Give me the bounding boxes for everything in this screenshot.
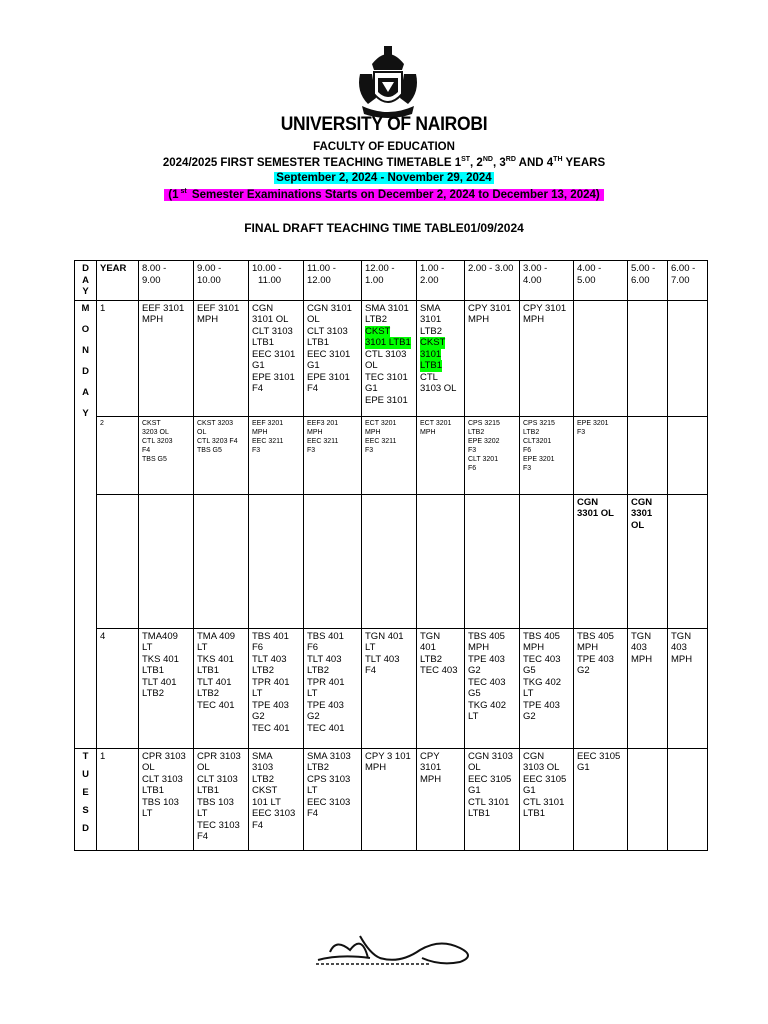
timetable-cell [628,416,668,494]
header-slot: 3.00 - 4.00 [520,261,574,301]
course-line: LTB2 [142,688,165,699]
course-line: LTB2 [197,688,220,699]
course-line: LT [197,808,208,819]
header-slot: 5.00 - 6.00 [628,261,668,301]
course-line: F4 [307,808,319,819]
faculty-name: FACULTY OF EDUCATION [313,141,455,153]
semester-dates: September 2, 2024 - November 29, 2024 [276,172,492,184]
course-line: LTB2 [307,665,330,676]
course-line: 403 [631,642,647,653]
course-line: 3103 [252,762,274,773]
course-line: EPE 3202 [468,437,500,445]
course-line: CTL 3101 [468,796,510,808]
course-line: 3101 OL [252,314,289,325]
timetable-cell [520,628,574,748]
course-line: 3301 OL [577,508,614,519]
timetable-cell [465,416,520,494]
course-line: ECT 3201 [365,419,397,427]
timetable [74,260,708,851]
timetable-cell [304,628,362,748]
course-line: TGN 401 [365,630,404,642]
course-line: F4 [252,383,264,394]
course-line: TKS 401 [142,653,179,665]
course-line: OL [631,519,645,531]
course-line: LTB1 [468,808,491,819]
timetable-cell [668,748,708,850]
timetable-cell [304,494,362,628]
course-line: LT [468,711,479,722]
monday-day-label: M O N D A Y [75,300,97,748]
course-line: TPR 401 [307,676,345,688]
course-line: LTB1 [197,785,220,796]
timetable-cell [249,628,304,748]
course-line: MPH [142,314,164,325]
course-line: EEC 3103 [252,808,296,819]
course-line: F3 [365,446,374,454]
table-row [75,300,708,416]
course-line: CLT 3201 [468,455,499,463]
course-line: LT [197,642,208,653]
header-slot: 10.00 - 11.00 [249,261,304,301]
course-line: LTB2 [365,314,388,325]
course-line: CPS 3215 [468,419,500,427]
course-line: LTB1 [142,665,165,676]
course-line: MPH [468,314,490,325]
course-line: LTB1 [252,337,275,348]
course-line: MPH [577,642,599,653]
course-line: EEC 3105 [468,773,512,785]
course-line: MPH [468,642,490,653]
timetable-cell [574,748,628,850]
course-line: TLT 403 [307,653,342,665]
course-line: OL [468,762,481,773]
course-line: TPR 401 [252,676,290,688]
course-line: LTB1 [523,808,546,819]
course-line: SMA 3103 [307,750,351,762]
timetable-cell [574,494,628,628]
course-line: LT [523,688,534,699]
course-line: CKST [365,325,391,337]
course-line: LTB2 [523,428,540,436]
course-line: CKST 3203 [197,419,234,427]
timetable-cell [194,628,249,748]
course-line: OL [142,762,155,773]
course-line: CGN 3101 [307,302,352,314]
course-line: TEC 3103 [197,819,240,831]
course-line: LTB1 [420,360,443,371]
course-line: CGN [577,496,599,508]
course-line: OL [307,314,320,325]
course-line: MPH [631,653,653,665]
timetable-cell [520,748,574,850]
timetable-cell [249,494,304,628]
course-line: LTB2 [420,325,443,337]
course-line: TGN [671,630,692,642]
exam-dates-note: (1 $^{st}$ Semester Examinations Starts on December 2, 2024 to December 13, 2024) [0,188,768,201]
course-line: EEF 3101 [142,302,185,314]
course-line: EEC 3211 [252,437,284,445]
course-line: EPE 3101 [365,394,408,406]
course-line: TBS G5 [197,446,222,454]
course-line: EPE 3101 [307,371,350,383]
course-line: TEC 403 [420,665,458,676]
course-line: F3 [468,446,477,454]
timetable-cell [628,494,668,628]
timetable-cell [417,494,465,628]
timetable-cell [628,300,668,416]
course-line: TKG 402 [523,676,562,688]
course-line: CGN [631,496,653,508]
course-line: F4 [252,819,264,831]
timetable-cell [139,748,194,850]
header-slot: 9.00 - 10.00 [194,261,249,301]
course-line: G1 [365,383,378,394]
university-crest-logo [352,40,424,120]
course-line: 3101 [420,348,442,360]
course-line: TEC 403 [468,676,506,688]
timetable-cell [417,748,465,850]
timetable-cell [304,748,362,850]
course-line: TEC 401 [252,722,290,734]
course-line: LTB2 [252,773,275,785]
course-line: EEC 3211 [307,437,339,445]
course-line: F4 [142,446,151,454]
timetable-cell [194,300,249,416]
course-line: MPH [671,653,693,665]
course-line: TPE 403 [468,653,505,665]
course-line: 3101 [420,314,442,325]
course-line: CLT 3103 [142,773,183,785]
timetable-cell [194,748,249,850]
signature [310,928,490,968]
course-line: 3203 OL [142,428,169,436]
course-line: F3 [252,446,261,454]
course-line: EEC 3105 [523,773,567,785]
course-line: MPH [307,428,323,436]
course-line: EEC 3105 [577,750,621,762]
course-line: LT [307,785,318,796]
header-slot: 8.00 - 9.00 [139,261,194,301]
header-slot: 6.00 - 7.00 [668,261,708,301]
course-line: LT [142,642,153,653]
course-line: 401 [420,642,436,653]
timetable-cell [520,300,574,416]
timetable-cell [417,300,465,416]
course-line: LTB1 [307,337,330,348]
course-line: LTB1 [197,665,220,676]
course-line: EEC 3103 [307,796,351,808]
course-line: TEC 401 [307,722,345,734]
course-line: SMA [252,750,273,762]
university-name: UNIVERSITY OF NAIROBI [280,114,488,135]
course-line: EEC 3101 [252,348,296,360]
course-line: TLT 403 [365,653,400,665]
course-line: CLT3201 [523,437,552,445]
course-line: LT [252,688,263,699]
course-line: TLT 401 [142,676,177,688]
course-line: 403 [671,642,687,653]
table-row [75,628,708,748]
course-line: MPH [197,314,219,325]
timetable-cell [417,416,465,494]
header-slot: 12.00 - 1.00 [362,261,417,301]
course-line: TPE 403 [252,699,289,711]
course-line: TPE 403 [307,699,344,711]
course-line: F6 [252,642,264,653]
timetable-cell [249,416,304,494]
course-line: LTB2 [420,653,443,665]
timetable-cell [465,300,520,416]
timetable-cell [668,416,708,494]
course-line: TMA 409 [197,630,236,642]
timetable-cell [304,416,362,494]
timetable-cell [362,300,417,416]
course-line: F4 [197,831,209,842]
course-line: OL [197,762,210,773]
header-year: YEAR [97,261,139,301]
course-line: MPH [523,314,545,325]
course-line: CTL 3203 F4 [197,437,238,445]
course-line: TEC 401 [197,699,235,711]
course-line: TEC 3101 [365,371,408,383]
course-line: G2 [523,711,536,722]
course-line: EPE 3201 [523,455,555,463]
timetable-cell [139,300,194,416]
course-line: LT [307,688,318,699]
course-line: CLT 3103 [252,325,293,337]
course-line: G2 [252,711,265,722]
course-line: MPH [420,773,442,785]
course-line: 3101 [420,762,442,773]
course-line: G2 [577,665,590,676]
course-line: EEF 3201 [252,419,284,427]
course-line: TBS 103 [197,796,234,808]
timetable-cell [574,300,628,416]
year-cell: 1 [97,748,139,850]
course-line: 3101 LTB1 [365,337,411,348]
course-line: CGN [523,750,545,762]
course-line: CPR 3103 [142,750,186,762]
header-slot: 2.00 - 3.00 [465,261,520,301]
course-line: LTB2 [252,665,275,676]
course-line: EPE 3101 [252,371,295,383]
timetable-cell [668,628,708,748]
course-line: CPY [420,750,440,762]
course-line: F3 [307,446,316,454]
header-day: D A Y [75,261,97,301]
course-line: F6 [468,464,477,472]
year-cell: 4 [97,628,139,748]
course-line: G1 [523,785,536,796]
timetable-cell [139,416,194,494]
course-line: F3 [577,428,586,436]
timetable-cell [249,300,304,416]
course-line: TMA409 [142,630,178,642]
course-line: SMA 3101 [365,302,409,314]
header-row [75,261,708,301]
course-line: TLT 401 [197,676,232,688]
course-line: CPR 3103 [197,750,241,762]
course-line: TBS 401 [307,630,344,642]
timetable-cell [628,748,668,850]
course-line: LT [365,642,376,653]
course-line: G2 [468,665,481,676]
course-line: TBS 103 [142,796,179,808]
course-line: TBS 405 [468,630,505,642]
year-cell: 2 [97,416,139,494]
year-cell [97,494,139,628]
course-line: F3 [523,464,532,472]
course-line: CGN 3103 [468,750,513,762]
course-line: EEF 3101 [197,302,240,314]
timetable-cell [668,494,708,628]
course-line: TKS 401 [197,653,234,665]
timetable-cell [362,748,417,850]
course-line: 3103 OL [420,383,457,394]
course-line: TPE 403 [577,653,614,665]
course-line: CTL 3101 [523,796,565,808]
semester-title: 2024/2025 FIRST SEMESTER TEACHING TIMETABLE 1ST, 2ND, 3RD AND 4TH YEARS [162,156,606,169]
timetable-cell [362,494,417,628]
timetable-cell [668,300,708,416]
timetable-cell [304,300,362,416]
course-line: CTL 3203 [142,437,173,445]
course-line: CPS 3215 [523,419,555,427]
course-line: TGN [420,630,441,642]
year-cell: 1 [97,300,139,416]
header-slot: 1.00 - 2.00 [417,261,465,301]
course-line: TBS G5 [142,455,167,463]
course-line: G5 [468,688,481,699]
course-line: 101 LT [252,796,281,808]
tuesday-day-label: T U E S D [75,748,97,850]
course-line: EEF3 201 [307,419,339,427]
course-line: CPY 3 101 [365,750,411,762]
header-slot: 4.00 - 5.00 [574,261,628,301]
timetable-cell [362,416,417,494]
timetable-cell [465,628,520,748]
course-line: CTL [420,371,438,383]
course-line: F4 [365,665,377,676]
table-row [75,494,708,628]
course-line: CPS 3103 [307,773,351,785]
course-line: OL [365,360,378,371]
course-line: G2 [307,711,320,722]
course-line: LTB1 [142,785,165,796]
timetable-cell [249,748,304,850]
course-line: MPH [365,428,381,436]
course-line: CLT 3103 [197,773,238,785]
course-line: TBS 405 [523,630,560,642]
timetable-cell [139,494,194,628]
timetable-cell [520,494,574,628]
course-line: F6 [307,642,319,653]
course-line: CLT 3103 [307,325,348,337]
course-line: G1 [252,360,265,371]
course-line: F6 [523,446,532,454]
course-line: EPE 3201 [577,419,609,427]
timetable-cell [139,628,194,748]
course-line: G5 [523,665,536,676]
course-line: CPY 3101 [468,302,512,314]
course-line: SMA [420,302,441,314]
course-line: MPH [420,428,436,436]
course-line: F4 [307,383,319,394]
timetable-cell [628,628,668,748]
course-line: CKST [252,785,278,796]
timetable-cell [362,628,417,748]
table-row [75,416,708,494]
course-line: TGN [631,630,652,642]
course-line: CPY 3101 [523,302,567,314]
course-line: 3103 OL [523,762,560,773]
course-line: MPH [252,428,268,436]
timetable-cell [574,416,628,494]
course-line: TPE 403 [523,699,560,711]
course-line: CGN [252,302,274,314]
timetable-cell [417,628,465,748]
course-line: G1 [307,360,320,371]
timetable-cell [574,628,628,748]
timetable-cell [194,416,249,494]
course-line: OL [197,428,207,436]
timetable-cell [194,494,249,628]
course-line: CKST [142,419,161,427]
header-slot: 11.00 - 12.00 [304,261,362,301]
course-line: LT [142,808,153,819]
course-line: MPH [523,642,545,653]
course-line: EEC 3101 [307,348,351,360]
final-draft-title: FINAL DRAFT TEACHING TIME TABLE01/09/2024 [244,221,524,235]
course-line: LTB2 [468,428,485,436]
course-line: TBS 401 [252,630,289,642]
course-line: 3301 [631,508,653,519]
table-row [75,748,708,850]
course-line: EEC 3211 [365,437,397,445]
course-line: LTB2 [307,762,330,773]
course-line: G1 [577,762,590,773]
course-line: ECT 3201 [420,419,452,427]
course-line: TKG 402 [468,699,507,711]
timetable-cell [520,416,574,494]
timetable-cell [465,494,520,628]
course-line: MPH [365,762,387,773]
course-line: TEC 403 [523,653,561,665]
course-line: G1 [468,785,481,796]
timetable-cell [465,748,520,850]
course-line: TBS 405 [577,630,614,642]
course-line: TLT 403 [252,653,287,665]
course-line: CKST [420,337,446,348]
course-line: CTL 3103 [365,348,407,360]
